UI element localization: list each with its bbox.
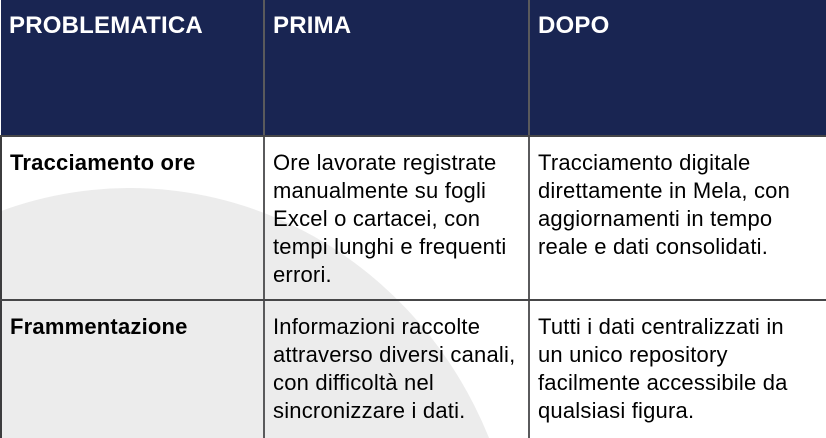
column-header-dopo: DOPO xyxy=(529,0,826,136)
table-row xyxy=(1,300,826,438)
column-header-prima: PRIMA xyxy=(264,0,529,136)
row2-problematica-cell: Frammentazione xyxy=(1,300,264,438)
row2-dopo-cell: Tutti i dati centralizzati in un unico repository facilmente accessibile da qualsiasi figura. xyxy=(538,314,788,423)
row1-problematica-cell: Tracciamento ore xyxy=(1,136,264,300)
row1-prima-cell: Ore lavorate registrate manualmente su fogli Excel o cartacei, con tempi lunghi e frequenti errori. xyxy=(264,136,529,300)
row2-prima-cell: Informazioni raccolte attraverso diversi canali, con difficoltà nel sincronizzare i dati. xyxy=(264,300,529,438)
row1-dopo-cell: Tracciamento digitale direttamente in Mela, con aggiornamenti in tempo reale e dati consolidati. xyxy=(529,136,826,300)
table-header-row xyxy=(1,0,826,136)
table-row xyxy=(1,136,826,300)
column-header-problematica: PROBLEMATICA xyxy=(1,0,264,136)
